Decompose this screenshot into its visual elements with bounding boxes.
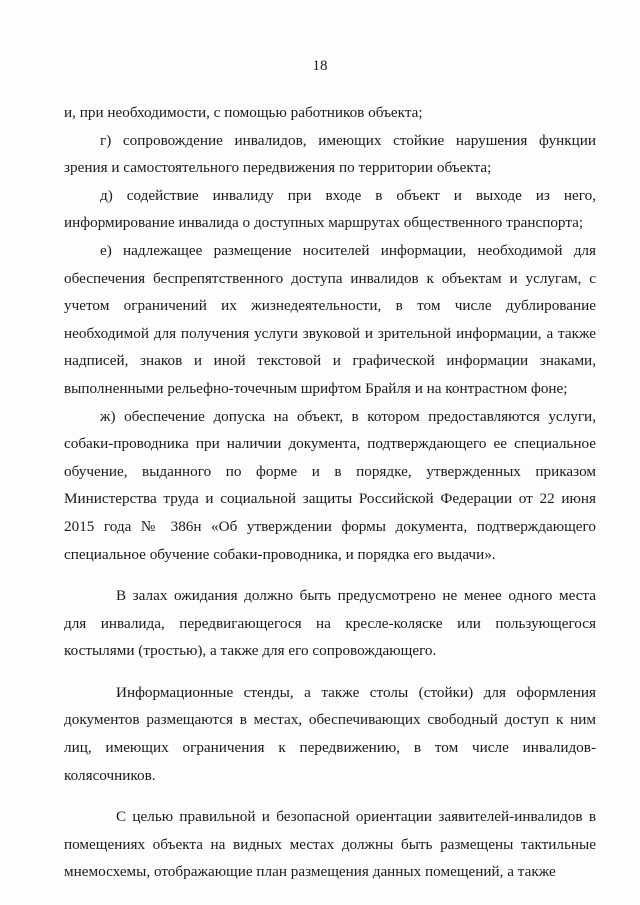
paragraph-info-stands: Информационные стенды, а также столы (стойки) для оформления документов размещаются в местах, обеспечивающих свободный доступ к ним лиц, имеющих ограничения к передвижению, в том числе инвалидов-колясочников. — [64, 683, 596, 784]
paragraph-item-g: г) сопровождение инвалидов, имеющих стойкие нарушения функции зрения и самостоятельного передвижения по территории объекта; — [64, 131, 596, 177]
paragraph-continuation: и, при необходимости, с помощью работников объекта; — [64, 104, 423, 121]
page-number: 18 — [312, 58, 328, 74]
paragraph-item-d: д) содействие инвалиду при входе в объект и выходе из него, информирование инвалида о доступных маршрутах общественного транспорта; — [64, 186, 596, 232]
paragraph-item-e: е) надлежащее размещение носителей информации, необходимой для обеспечения беспрепятственного доступа инвалидов к объектам и услугам, с учетом ограничений их жизнедеятельности, в том числе дублирование необходимой для получения услуги звуковой и зрительной информации, а также надписей, знаков и иной текстовой и графической информации знаками, выполненными рельефно-точечным шрифтом Брайля и на контрастном фоне; — [64, 241, 596, 397]
document-body — [64, 99, 596, 886]
paragraph-orientation: С целью правильной и безопасной ориентации заявителей-инвалидов в помещениях объекта на видных местах должны быть размещены тактильные мнемосхемы, отображающие план размещения данных помещений, а также — [64, 808, 596, 881]
paragraph-item-zh: ж) обеспечение допуска на объект, в котором предоставляются услуги, собаки-проводника при наличии документа, подтверждающего ее специальное обучение, выданного по форме и в порядке, утвержденных приказом Министерства труда и социальной защиты Российской Федерации от 22 июня 2015 года № 386н «Об утверждении формы документа, подтверждающего специальное обучение собаки-проводника, и порядка его выдачи». — [64, 407, 596, 563]
paragraph-waiting-halls: В залах ожидания должно быть предусмотрено не менее одного места для инвалида, передвигающегося на кресле-коляске или пользующегося костылями (тростью), а также для его сопровождающего. — [64, 587, 596, 660]
